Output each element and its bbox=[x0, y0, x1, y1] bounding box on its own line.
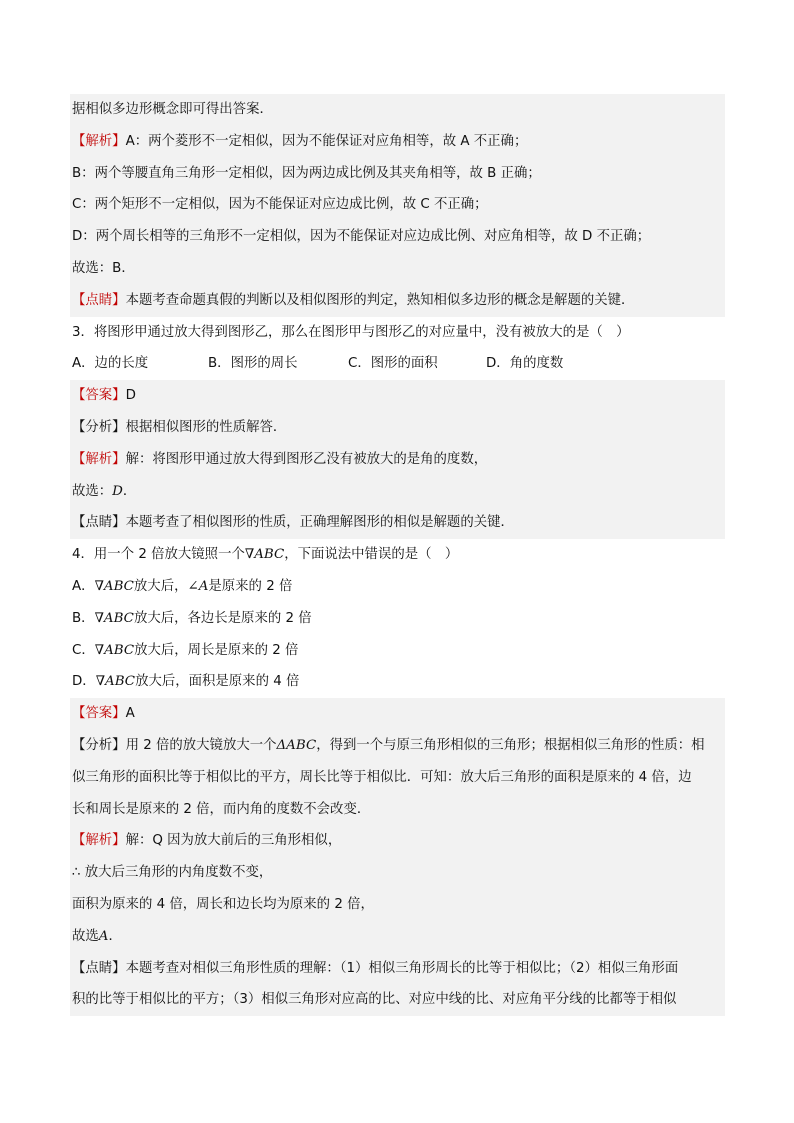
q4-answer bbox=[70, 698, 725, 730]
q3-option-c: C．图形的面积 bbox=[348, 356, 438, 372]
analysis-text: 用 2 倍的放大镜放大一个 bbox=[125, 737, 277, 753]
q4-solution-area: 面积为原来的 4 倍，周长和边长均为原来的 2 倍， bbox=[70, 889, 725, 921]
triangle-symbol: ΔABC bbox=[276, 737, 317, 753]
comment-tag: 【点睛】 bbox=[72, 960, 126, 976]
option-label: D． bbox=[72, 674, 96, 690]
option-text: 放大后，周长是原来的 2 倍 bbox=[134, 642, 299, 658]
stem-prefix: 4．用一个 2 倍放大镜照一个 bbox=[72, 547, 245, 563]
prev-solution-b: B：两个等腰直角三角形一定相似，因为两边成比例及其夹角相等，故 B 正确； bbox=[70, 158, 725, 190]
solution-tag: 【解析】 bbox=[72, 451, 126, 467]
option-text: 是原来的 2 倍 bbox=[208, 578, 293, 594]
q4-choice bbox=[70, 921, 725, 953]
q4-option-b bbox=[70, 603, 725, 635]
choice-prefix: 故选： bbox=[72, 483, 113, 499]
comment-text: 本题考查对相似三角形性质的理解：（1）相似三角形周长的比等于相似比；（2）相似三角形面 bbox=[125, 960, 679, 976]
document-content bbox=[70, 94, 725, 1016]
q3-option-d: D．角的度数 bbox=[486, 356, 564, 372]
q4-solution bbox=[70, 825, 725, 857]
option-label: C． bbox=[72, 642, 95, 658]
q3-option-b: B．图形的周长 bbox=[208, 356, 298, 372]
q3-choice bbox=[70, 476, 725, 508]
q3-stem: 3．将图形甲通过放大得到图形乙，那么在图形甲与图形乙的对应量中，没有被放大的是（ ） bbox=[72, 324, 630, 340]
prev-solution-a bbox=[70, 126, 725, 158]
option-text: 放大后， bbox=[133, 578, 188, 594]
triangle-symbol: ∇ABC bbox=[94, 578, 134, 594]
q4-comment-line1 bbox=[70, 953, 725, 985]
q4-option-a bbox=[70, 571, 725, 603]
prev-choice: 故选：B． bbox=[70, 253, 725, 285]
q4-analysis-line3: 长和周长是原来的 2 倍，而内角的度数不会改变． bbox=[70, 794, 725, 826]
option-text: 放大后，各边长是原来的 2 倍 bbox=[133, 610, 312, 626]
answer-value: A bbox=[125, 706, 135, 722]
q4-option-c bbox=[70, 635, 725, 667]
analysis-tag: 【分析】 bbox=[72, 419, 126, 435]
q4-solution-therefore: ∴ 放大后三角形的内角度数不变， bbox=[70, 857, 725, 889]
option-label: B． bbox=[72, 610, 95, 626]
stem-suffix: ，下面说法中错误的是（ ） bbox=[284, 547, 459, 563]
choice-value: A bbox=[98, 928, 109, 944]
q3-options bbox=[70, 348, 725, 380]
choice-value: D bbox=[112, 483, 123, 499]
comment-text: 本题考查了相似图形的性质，正确理解图形的相似是解题的关键． bbox=[125, 515, 514, 531]
analysis-text: ，得到一个与原三角形相似的三角形；根据相似三角形的性质：相 bbox=[316, 737, 705, 753]
q3-solution bbox=[70, 444, 725, 476]
triangle-symbol: ∇ABC bbox=[95, 674, 136, 690]
triangle-symbol: ∇ABC bbox=[244, 547, 285, 563]
q4-comment-line2: 积的比等于相似比的平方；（3）相似三角形对应高的比、对应中线的比、对应角平分线的比都等于相似 bbox=[70, 984, 725, 1016]
answer-tag: 【答案】 bbox=[72, 388, 126, 404]
prev-comment bbox=[70, 285, 725, 317]
q3-comment bbox=[70, 507, 725, 539]
q3-answer bbox=[70, 380, 725, 412]
prev-solution-c: C：两个矩形不一定相似，因为不能保证对应边成比例，故 C 不正确； bbox=[70, 189, 725, 221]
choice-suffix: ． bbox=[122, 483, 137, 499]
triangle-symbol: ∇ABC bbox=[94, 610, 134, 626]
choice-suffix: ． bbox=[108, 928, 122, 944]
q4-stem bbox=[70, 539, 725, 571]
prev-solution-d: D：两个周长相等的三角形不一定相似，因为不能保证对应边成比例、对应角相等，故 D 不正确； bbox=[70, 221, 725, 253]
angle-symbol: ∠A bbox=[187, 578, 209, 594]
q3-analysis bbox=[70, 412, 725, 444]
q3-option-a: A．边的长度 bbox=[72, 356, 149, 372]
comment-text: 本题考查命题真假的判断以及相似图形的判定，熟知相似多边形的概念是解题的关键． bbox=[125, 292, 635, 308]
solution-text: 解：Q 因为放大前后的三角形相似， bbox=[125, 833, 342, 849]
q4-analysis-line2: 似三角形的面积比等于相似比的平方，周长比等于相似比．可知：放大后三角形的面积是原来的 4 倍，边 bbox=[70, 762, 725, 794]
option-text: 放大后，面积是原来的 4 倍 bbox=[135, 674, 300, 690]
q4-analysis-line1 bbox=[70, 730, 725, 762]
solution-tag: 【解析】 bbox=[72, 833, 126, 849]
analysis-text: 根据相似图形的性质解答． bbox=[125, 419, 287, 435]
answer-value: D bbox=[125, 388, 136, 404]
comment-tag: 【点睛】 bbox=[72, 292, 126, 308]
solution-text: A：两个菱形不一定相似，因为不能保证对应角相等，故 A 不正确； bbox=[125, 133, 528, 149]
option-label: A． bbox=[72, 578, 95, 594]
answer-tag: 【答案】 bbox=[72, 706, 126, 722]
comment-tag: 【点睛】 bbox=[72, 515, 126, 531]
solution-text: 解：将图形甲通过放大得到图形乙没有被放大的是角的度数， bbox=[125, 451, 488, 467]
analysis-tag: 【分析】 bbox=[72, 737, 126, 753]
choice-prefix: 故选 bbox=[72, 928, 99, 944]
solution-tag: 【解析】 bbox=[72, 133, 126, 149]
q4-option-d bbox=[70, 666, 725, 698]
triangle-symbol: ∇ABC bbox=[94, 642, 135, 658]
prev-analysis-tail: 据相似多边形概念即可得出答案． bbox=[70, 94, 725, 126]
